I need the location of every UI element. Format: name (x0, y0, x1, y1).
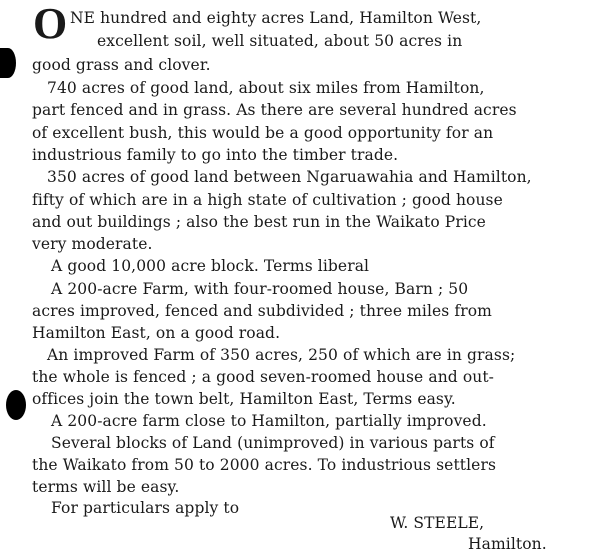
drop-cap: O (33, 0, 68, 48)
advert-line-23: For particulars apply to (51, 499, 240, 517)
advert-line-3: good grass and clover. (32, 56, 211, 74)
advert-line-21: the Waikato from 50 to 2000 acres. To industrious settlers (32, 456, 497, 474)
advert-line-16: An improved Farm of 350 acres, 250 of which are in grass; (47, 346, 516, 364)
advert-line-5: part fenced and in grass. As there are several hundred acres (32, 101, 517, 119)
ink-blot-bottom (6, 390, 26, 420)
advert-line-18: offices join the town belt, Hamilton East, Terms easy. (32, 390, 456, 408)
advert-line-10: and out buildings ; also the best run in the Waikato Price (32, 213, 486, 231)
advert-line-11: very moderate. (32, 235, 153, 253)
advert-line-7: industrious family to go into the timber trade. (32, 146, 399, 164)
advert-line-8: 350 acres of good land between Ngaruawahia and Hamilton, (47, 168, 532, 186)
advert-line-4: 740 acres of good land, about six miles from Hamilton, (47, 79, 485, 97)
advert-line-19: A 200-acre farm close to Hamilton, partially improved. (51, 412, 487, 430)
advert-line-9: fifty of which are in a high state of cultivation ; good house (32, 191, 503, 209)
signature-place: Hamilton. (468, 535, 547, 553)
advert-line-22: terms will be easy. (32, 478, 180, 496)
advert-line-15: Hamilton East, on a good road. (32, 324, 281, 342)
advert-line-13: A 200-acre Farm, with four-roomed house, Barn ; 50 (51, 280, 469, 298)
advert-line-14: acres improved, fenced and subdivided ; three miles from (32, 302, 492, 320)
advert-line-2: excellent soil, well situated, about 50 acres in (97, 32, 463, 50)
ink-blot-top (0, 48, 16, 78)
advert-line-12: A good 10,000 acre block. Terms liberal (51, 257, 370, 275)
advert-line-20: Several blocks of Land (unimproved) in various parts of (51, 434, 495, 452)
signature-name: W. STEELE, (390, 514, 485, 532)
advert-line-17: the whole is fenced ; a good seven-roomed house and out- (32, 368, 495, 386)
advert-line-1: NE hundred and eighty acres Land, Hamilton West, (70, 9, 482, 27)
advert-line-6: of excellent bush, this would be a good opportunity for an (32, 124, 494, 142)
